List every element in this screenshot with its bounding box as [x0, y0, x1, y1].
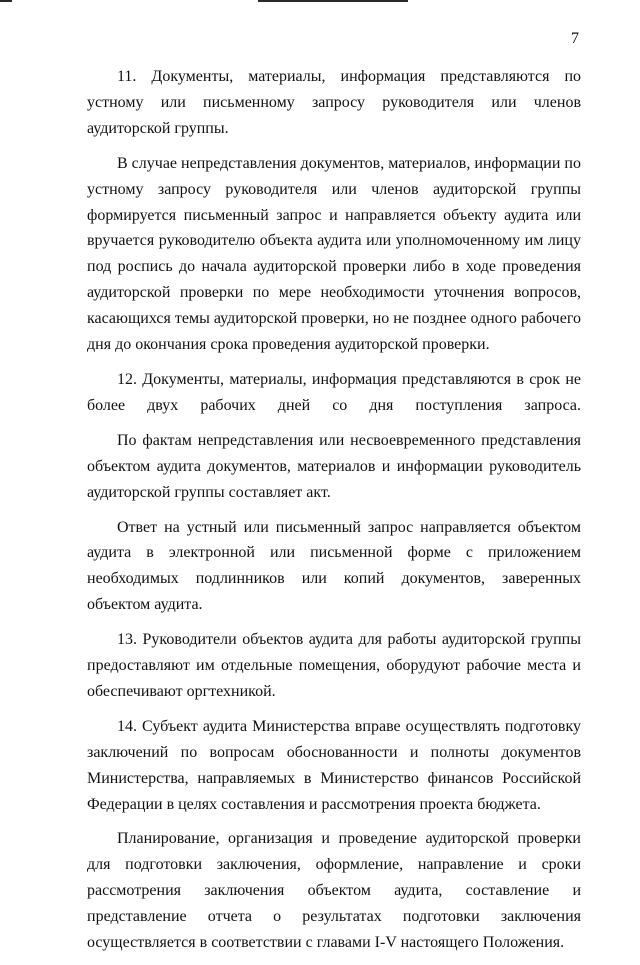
- scan-edge-line: [0, 0, 12, 2]
- page-number: 7: [571, 30, 579, 47]
- paragraph-item-12-act: По фактам непредставления или несвоевременного представления объектом аудита документов, материалов и информации руководитель аудиторской группы составляет акт.: [87, 431, 581, 501]
- paragraph-item-14: 14. Субъект аудита Министерства вправе осуществлять подготовку заключений по вопросам обоснованности и полноты документов Министерства, направляемых в Министерство финансов Российской Федерации в целях составления и рассмотрения проекта бюджета.: [87, 717, 581, 813]
- document-body: [87, 64, 581, 965]
- paragraph-item-11: 11. Документы, материалы, информация представляются по устному или письменному запросу руководителя или членов аудиторской группы.: [87, 68, 581, 137]
- paragraph-item-12-response: Ответ на устный или письменный запрос направляется объектом аудита в электронной или письменной форме с приложением необходимых подлинников или копий документов, заверенных объектом аудита.: [87, 518, 581, 614]
- paragraph-item-14-planning: Планирование, организация и проведение аудиторской проверки для подготовки заключения, оформление, направление и сроки рассмотрения заключения объектом аудита, составление и представление отчета о результатах подготовки заключения осуществляется в соответствии с главами I-V настоящего Положения.: [87, 830, 581, 952]
- scan-edge-line: [258, 0, 408, 2]
- paragraph-item-11-detail: В случае непредставления документов, материалов, информации по устному запросу руководителя или членов аудиторской группы формируется письменный запрос и направляется объекту аудита или вручается руководителю объекта аудита или уполномоченному им лицу под роспись до начала аудиторской проверки либо в ходе проведения аудиторской проверки по мере необходимости уточнения вопросов, касающихся темы аудиторской проверки, но не позднее одного рабочего дня до окончания срока проведения аудиторской проверки.: [87, 154, 581, 354]
- paragraph-item-12: 12. Документы, материалы, информация представляются в срок не более двух рабочих дней со дня поступления запроса.: [87, 370, 581, 414]
- paragraph-item-13: 13. Руководители объектов аудита для работы аудиторской группы предоставляют им отдельные помещения, оборудуют рабочие места и обеспечивают оргтехникой.: [87, 631, 581, 700]
